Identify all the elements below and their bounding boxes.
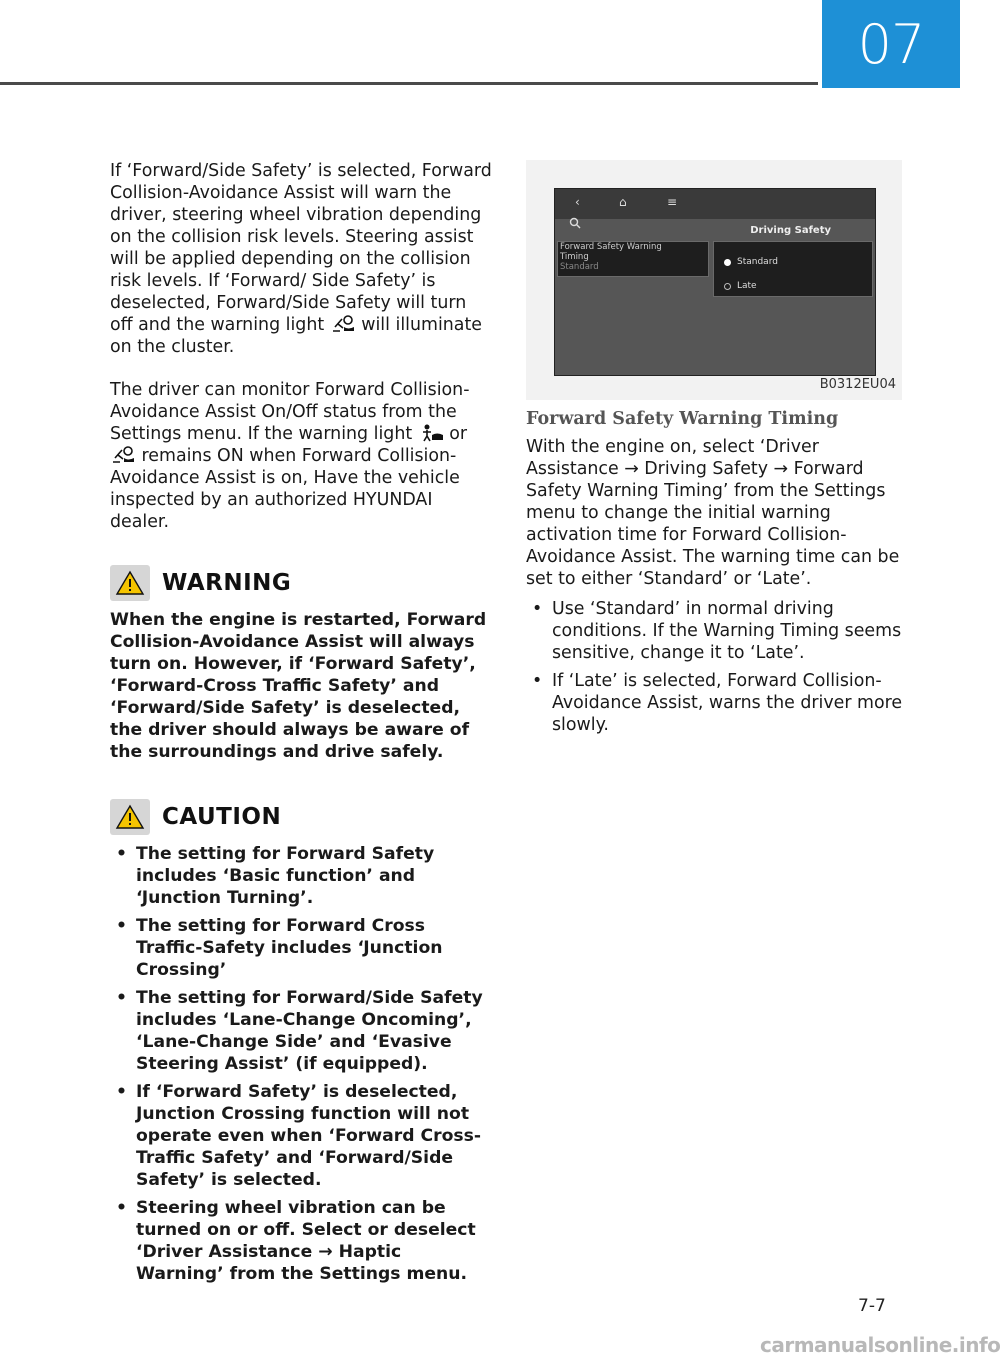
caution-heading bbox=[110, 799, 492, 835]
radio-icon bbox=[724, 283, 731, 290]
menu-icon: ≡ bbox=[667, 195, 678, 209]
menu-item-value: Standard bbox=[560, 262, 599, 272]
paragraph-text: remains ON when Forward Collision-Avoidance Assist is on, Have the vehicle inspected by an authorized HYUNDAI dealer. bbox=[110, 446, 460, 532]
list-item-text: If ‘Late’ is selected, Forward Collision-Avoidance Assist, warns the driver more slowly. bbox=[552, 671, 903, 735]
list-item: • Steering wheel vibration can be turned on or off. Select or deselect ‘Driver Assistance → Haptic Warning’ from the Settings menu. bbox=[116, 1198, 476, 1284]
option-standard bbox=[724, 251, 778, 273]
paragraph-text: If ‘Forward/Side Safety’ is selected, Forward Collision-Avoidance Assist will warn the driver, steering wheel vibration depending on the collision risk levels. Steering assist will be applied depending on the collision risk levels. If ‘Forward/ Side Safety’ is deselected, Forward/Side Safety will turn off and the warning light bbox=[110, 161, 492, 335]
caution-list bbox=[110, 843, 492, 1285]
left-column bbox=[110, 160, 492, 1291]
list-item: • The setting for Forward Cross Traffic-Safety includes ‘Junction Crossing’ bbox=[116, 916, 443, 980]
timing-options bbox=[713, 241, 873, 297]
option-late bbox=[724, 275, 757, 297]
back-arrow-icon: ‹ bbox=[575, 195, 580, 209]
list-item: • If ‘Forward Safety’ is deselected, Junction Crossing function will not operate even when ‘Forward Cross-Traffic Safety’ and ‘Forward/Side Safety’ is selected. bbox=[116, 1082, 482, 1190]
list-item-text: The setting for Forward/Side Safety includes ‘Lane-Change Oncoming’, ‘Lane-Change Side’ and ‘Evasive Steering Assist’ (if equipped). bbox=[136, 988, 483, 1074]
section-intro: With the engine on, select ‘Driver Assistance → Driving Safety → Forward Safety Warning Timing’ from the Settings menu to change the initial warning activation time for Forward Collision-Avoidance Assist. The warning time can be set to either ‘Standard’ or ‘Late’. bbox=[526, 437, 900, 589]
header-rule bbox=[0, 82, 818, 85]
timing-list bbox=[526, 598, 904, 736]
home-icon: ⌂ bbox=[619, 195, 627, 209]
settings-screen bbox=[554, 188, 876, 376]
caution-title: CAUTION bbox=[162, 804, 282, 830]
page-number: 7-7 bbox=[858, 1296, 886, 1316]
chapter-tab: 07 bbox=[822, 0, 960, 88]
menu-item-label: Forward Safety Warning bbox=[560, 242, 662, 252]
list-item: • The setting for Forward/Side Safety includes ‘Lane-Change Oncoming’, ‘Lane-Change Side’ and ‘Evasive Steering Assist’ (if equipped). bbox=[116, 988, 483, 1074]
list-item-text: Use ‘Standard’ in normal driving conditions. If the Warning Timing seems sensitive, change it to ‘Late’. bbox=[552, 599, 902, 663]
fca-side-warning-light-icon bbox=[330, 314, 356, 334]
radio-selected-icon bbox=[724, 259, 731, 266]
warning-text: When the engine is restarted, Forward Collision-Avoidance Assist will always turn on. However, if ‘Forward Safety’, ‘Forward-Cross Traffic Safety’ and ‘Forward/Side Safety’ is deselected, the driver should always be aware of the surroundings and drive safely. bbox=[110, 610, 487, 762]
fca-side-warning-light-icon bbox=[110, 445, 136, 465]
warning-heading bbox=[110, 565, 492, 601]
warning-triangle-icon bbox=[110, 799, 150, 835]
list-item-text: Steering wheel vibration can be turned on or off. Select or deselect ‘Driver Assistance → Haptic Warning’ from the Settings menu. bbox=[136, 1198, 476, 1284]
option-label: Late bbox=[737, 281, 757, 291]
image-code: B0312EU04 bbox=[819, 377, 896, 392]
paragraph-forward-side-safety bbox=[110, 160, 492, 358]
search-icon bbox=[569, 217, 581, 229]
list-item-text: The setting for Forward Cross Traffic-Safety includes ‘Junction Crossing’ bbox=[136, 916, 443, 980]
fca-warning-light-icon bbox=[418, 423, 444, 443]
paragraph-monitor-status bbox=[110, 379, 492, 533]
list-item: • Use ‘Standard’ in normal driving conditions. If the Warning Timing seems sensitive, change it to ‘Late’. bbox=[532, 599, 902, 663]
right-column bbox=[526, 160, 904, 742]
screen-title: Driving Safety bbox=[750, 225, 831, 236]
paragraph-text: or bbox=[449, 424, 468, 444]
warning-title: WARNING bbox=[162, 570, 292, 596]
screen-nav-bar bbox=[555, 189, 875, 211]
list-item-text: If ‘Forward Safety’ is deselected, Junction Crossing function will not operate even when ‘Forward Cross-Traffic Safety’ and ‘Forward/Side Safety’ is selected. bbox=[136, 1082, 482, 1190]
section-title: Forward Safety Warning Timing bbox=[526, 409, 839, 429]
menu-item-label: Timing bbox=[560, 252, 589, 262]
menu-item-forward-safety-warning-timing bbox=[557, 241, 709, 277]
option-label: Standard bbox=[737, 257, 778, 267]
paragraph-text: The driver can monitor Forward Collision-Avoidance Assist On/Off status from the Settings menu. If the warning light bbox=[110, 380, 470, 444]
watermark: carmanualsonline.info bbox=[760, 1333, 1000, 1357]
list-item: • If ‘Late’ is selected, Forward Collision-Avoidance Assist, warns the driver more slowly. bbox=[532, 671, 903, 735]
list-item-text: The setting for Forward Safety includes ‘Basic function’ and ‘Junction Turning’. bbox=[136, 844, 435, 908]
warning-triangle-icon bbox=[110, 565, 150, 601]
list-item: • The setting for Forward Safety includes ‘Basic function’ and ‘Junction Turning’. bbox=[116, 844, 435, 908]
paragraph-text: will illuminate on the cluster. bbox=[110, 315, 482, 357]
settings-screen-figure bbox=[526, 160, 902, 400]
